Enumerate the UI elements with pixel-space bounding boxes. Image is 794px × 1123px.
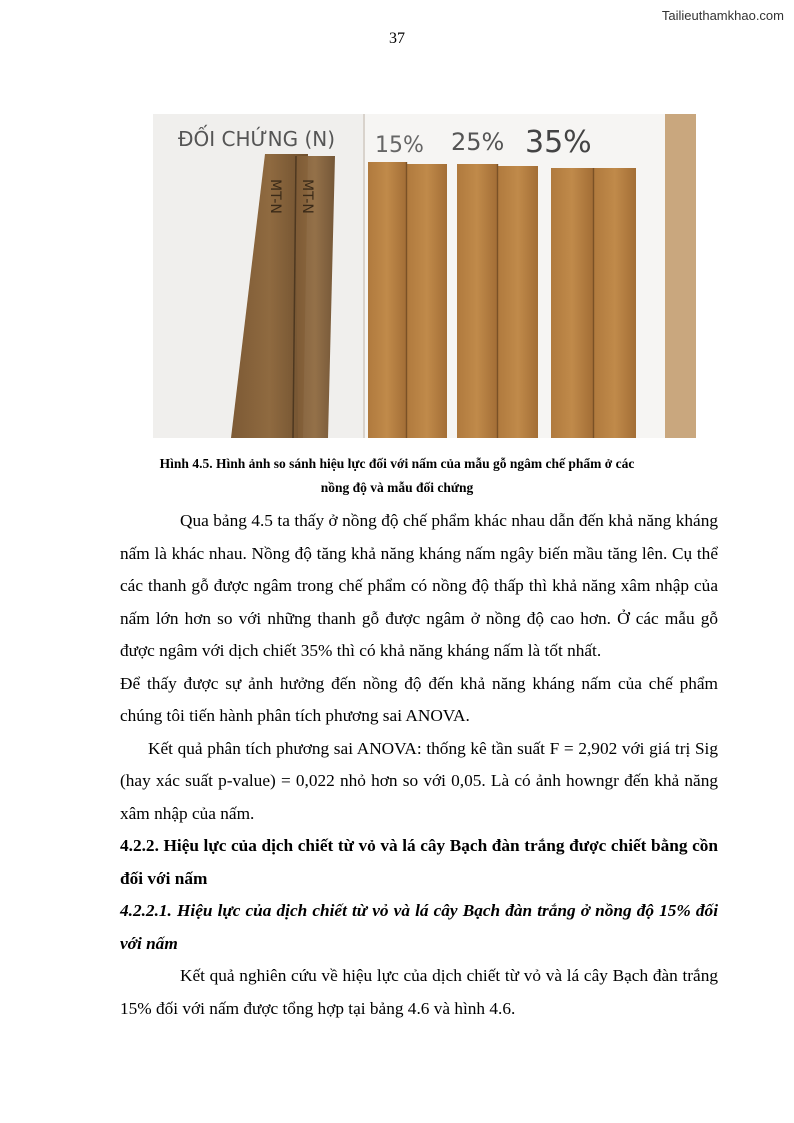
- caption-line-1: Hình 4.5. Hình ảnh so sánh hiệu lực đối với nấm của mẫu gỗ ngâm chế phẩm ở các: [159, 456, 635, 471]
- paragraph-2: Để thấy được sự ảnh hưởng đến nồng độ đến khả năng kháng nấm của chế phẩm chúng tôi tiến hành phân tích phương sai ANOVA.: [120, 673, 718, 725]
- page-number: 37: [389, 30, 405, 47]
- caption-line-2: nồng độ và mẫu đối chứng: [320, 480, 474, 495]
- figure-photo-wood-samples: [153, 114, 696, 438]
- svg-text:35%: 35%: [525, 125, 592, 160]
- svg-text:15%: 15%: [375, 133, 424, 158]
- paragraph-1: Qua bảng 4.5 ta thấy ở nồng độ chế phẩm khác nhau dẫn đến khả năng kháng nấm là khác nhau. Nồng độ tăng khả năng kháng nấm ngây biến mầu tăng lên. Cụ thể các thanh gỗ được ngâm trong chế phẩm có nồng độ thấp thì khả năng xâm nhập của nấm lớn hơn so với những thanh gỗ được ngâm ở nồng độ cao hơn. Ở các mẫu gỗ được ngâm với dịch chiết 35% thì có khả năng kháng nấm là tốt nhất.: [120, 511, 718, 660]
- heading-4-2-2: 4.2.2. Hiệu lực của dịch chiết từ vỏ và lá cây Bạch đàn trắng được chiết bằng cồn đối với nấm: [120, 836, 718, 888]
- watermark: Tailieuthamkhao.com: [661, 8, 784, 23]
- svg-text:25%: 25%: [451, 128, 505, 156]
- paragraph-4: Kết quả nghiên cứu về hiệu lực của dịch chiết từ vỏ và lá cây Bạch đàn trắng 15% đối với nấm được tổng hợp tại bảng 4.6 và hình 4.6.: [120, 966, 718, 1018]
- body-text: [120, 505, 718, 1025]
- heading-4-2-2-1: 4.2.2.1. Hiệu lực của dịch chiết từ vỏ và lá cây Bạch đàn trắng ở nồng độ 15% đối với nấm: [120, 901, 718, 953]
- svg-text:MT-N: MT-N: [299, 179, 315, 214]
- svg-text:MT-N: MT-N: [267, 179, 283, 214]
- label-control: ĐỐI CHỨNG (N): [178, 127, 336, 151]
- figure-caption: [120, 452, 674, 500]
- paragraph-3: Kết quả phân tích phương sai ANOVA: thống kê tần suất F = 2,902 với giá trị Sig (hay xác suất p-value) = 0,022 nhỏ hơn so với 0,05. Là có ảnh howngr đến khả năng xâm nhập của nấm.: [120, 738, 718, 823]
